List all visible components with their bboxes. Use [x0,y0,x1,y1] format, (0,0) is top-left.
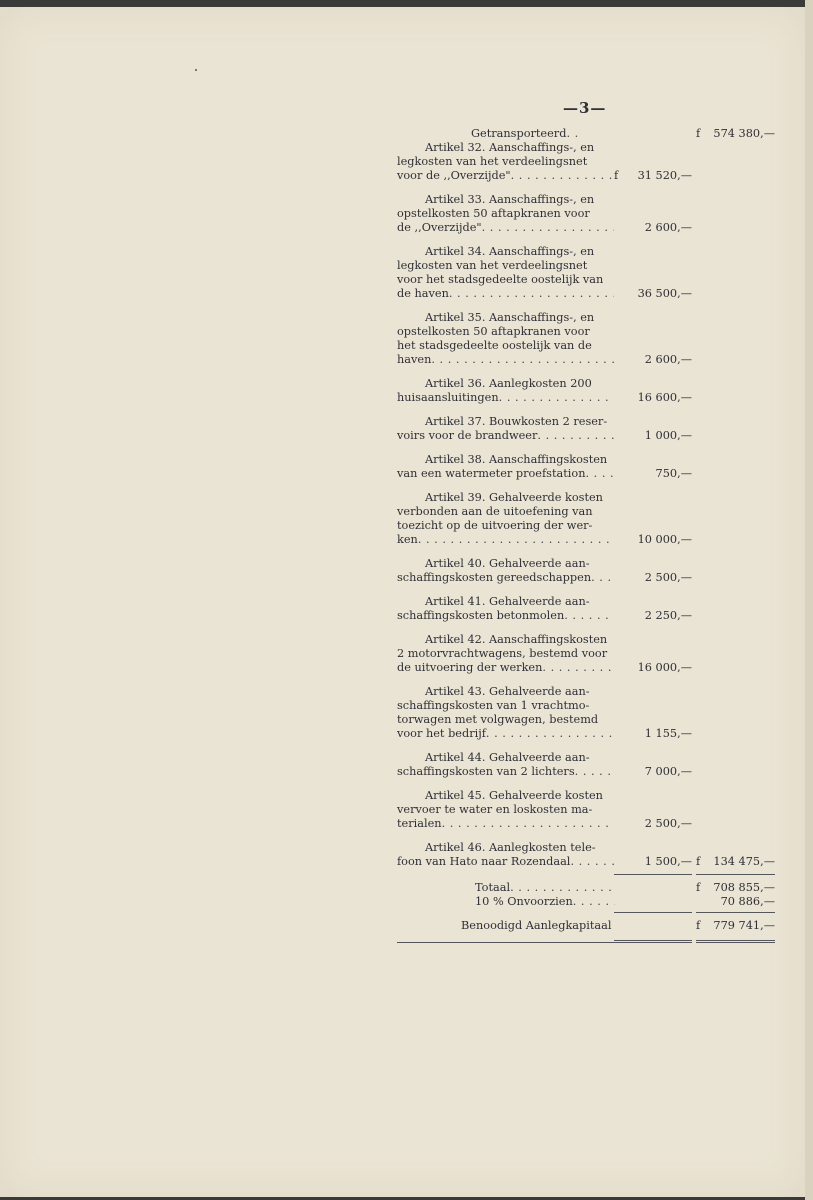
article-line: voirs voor de brandweer [397,429,538,442]
article-amount: 750,— [655,467,692,480]
label-underline [397,940,614,943]
totaal-label: Totaal [475,881,511,894]
article-line: schaffingskosten gereedschappen [397,571,592,584]
article-row [397,311,777,367]
carried-row [397,127,777,141]
article-line: vervoer te water en loskosten ma- [397,803,593,816]
article-line: opstelkosten 50 aftapkranen voor [397,325,590,338]
article-line: ken [397,533,418,546]
article-amount: 2 250,— [644,609,692,622]
article-line: schaffingskosten van 2 lichters [397,765,575,778]
article-row [397,453,777,481]
article-line: van een watermeter proefstation [397,467,586,480]
article-line: Artikel 46. Aanlegkosten tele- [425,841,596,854]
article-line: Artikel 39. Gehalveerde kosten [425,491,603,504]
article-line: legkosten van het verdeelingsnet [397,155,588,168]
article-line [397,287,614,301]
article-amount: 2 600,— [644,353,692,366]
article-amount: 31 520,— [637,169,692,182]
article-line: voor het bedrijf [397,727,486,740]
article-line: de haven [397,287,449,300]
speck [195,69,197,71]
benodigd-currency: f [696,919,701,932]
article-row [397,633,777,675]
article-line [397,765,614,779]
subtotal-currency: f [696,855,701,868]
carried-currency: f [696,127,701,140]
article-line: schaffingskosten betonmolen [397,609,565,622]
article-amount: 36 500,— [637,287,692,300]
totaal-value: 708 855,— [713,881,775,894]
article-line [397,391,614,405]
article-line: het stadsgedeelte oostelijk van de [397,339,592,352]
article-line: 2 motorvrachtwagens, bestemd voor [397,647,608,660]
document-page [0,7,805,1197]
article-line: schaffingskosten van 1 vrachtmo- [397,699,590,712]
article-row [397,751,777,779]
benodigd-label: Benoodigd Aanlegkapitaal [461,919,612,932]
article-row [397,193,777,235]
page-edge [805,0,813,1200]
article-line [397,609,614,623]
article-row [397,245,777,301]
double-rule [614,940,692,943]
article-line: Artikel 35. Aanschaffings-, en [425,311,595,324]
article-amount: 16 000,— [637,661,692,674]
article-line: Artikel 41. Gehalveerde aan- [425,595,590,608]
article-line [397,353,614,367]
article-amount: 7 000,— [644,765,692,778]
article-line [397,429,614,443]
benodigd-value: 779 741,— [713,919,775,932]
article-line [397,727,614,741]
article-amount: 1 000,— [644,429,692,442]
article-line: Artikel 34. Aanschaffings-, en [425,245,595,258]
article-row [397,141,777,183]
article-amount: 1 155,— [644,727,692,740]
article-row [397,841,777,869]
article-line: terialen [397,817,442,830]
article-line: voor het stadsgedeelte oostelijk van [397,273,604,286]
totaal-row [397,881,777,895]
article-line [397,467,614,481]
article-line: voor de ,,Overzijde" [397,169,511,182]
article-line: verbonden aan de uitoefening van [397,505,593,518]
article-line: de ,,Overzijde" [397,221,482,234]
article-line: Artikel 45. Gehalveerde kosten [425,789,603,802]
article-line [397,169,614,183]
article-amount: 1 500,— [644,855,692,868]
article-row [397,685,777,741]
article-line: huisaansluitingen [397,391,499,404]
article-line: Artikel 43. Gehalveerde aan- [425,685,590,698]
page-number: —3— [563,99,607,117]
article-row [397,789,777,831]
double-rule [696,940,775,943]
article-line: haven [397,353,432,366]
subtotal-amount: 134 475,— [713,855,775,868]
article-line: Artikel 40. Gehalveerde aan- [425,557,590,570]
article-line: Artikel 42. Aanschaffingskosten [425,633,608,646]
article-line: Artikel 33. Aanschaffings-, en [425,193,595,206]
article-row [397,491,777,547]
article-line [397,817,614,831]
article-line: foon van Hato naar Rozendaal [397,855,571,868]
article-line: Artikel 38. Aanschaffingskosten [425,453,608,466]
article-line: legkosten van het verdeelingsnet [397,259,588,272]
benodigd-row [397,919,777,933]
article-amount: 16 600,— [637,391,692,404]
article-line: opstelkosten 50 aftapkranen voor [397,207,590,220]
onvoorzien-row [397,895,777,909]
article-amount: 10 000,— [637,533,692,546]
carried-total: 574 380,— [713,127,775,140]
summary [397,874,777,932]
article-row [397,415,777,443]
article-line [397,221,614,235]
article-amount: 2 600,— [644,221,692,234]
carried-label: Getransporteerd [471,127,567,140]
article-line [397,571,614,585]
article-line: toezicht op de uitvoering der wer- [397,519,593,532]
article-line [397,533,614,547]
onvoorzien-label: 10 % Onvoorzien [475,895,573,908]
article-row [397,377,777,405]
article-line: Artikel 44. Gehalveerde aan- [425,751,590,764]
articles-list [397,141,777,869]
budget-table [397,127,777,932]
onvoorzien-value: 70 886,— [720,895,775,908]
article-currency: f [614,169,619,182]
article-line: torwagen met volgwagen, bestemd [397,713,599,726]
article-line [397,855,614,869]
article-line: Artikel 36. Aanlegkosten 200 [425,377,592,390]
article-row [397,595,777,623]
article-line: Artikel 32. Aanschaffings-, en [425,141,595,154]
article-line: de uitvoering der werken [397,661,543,674]
totaal-currency: f [696,881,701,894]
article-row [397,557,777,585]
article-line: Artikel 37. Bouwkosten 2 reser- [425,415,608,428]
article-amount: 2 500,— [644,571,692,584]
article-line [397,661,614,675]
article-amount: 2 500,— [644,817,692,830]
